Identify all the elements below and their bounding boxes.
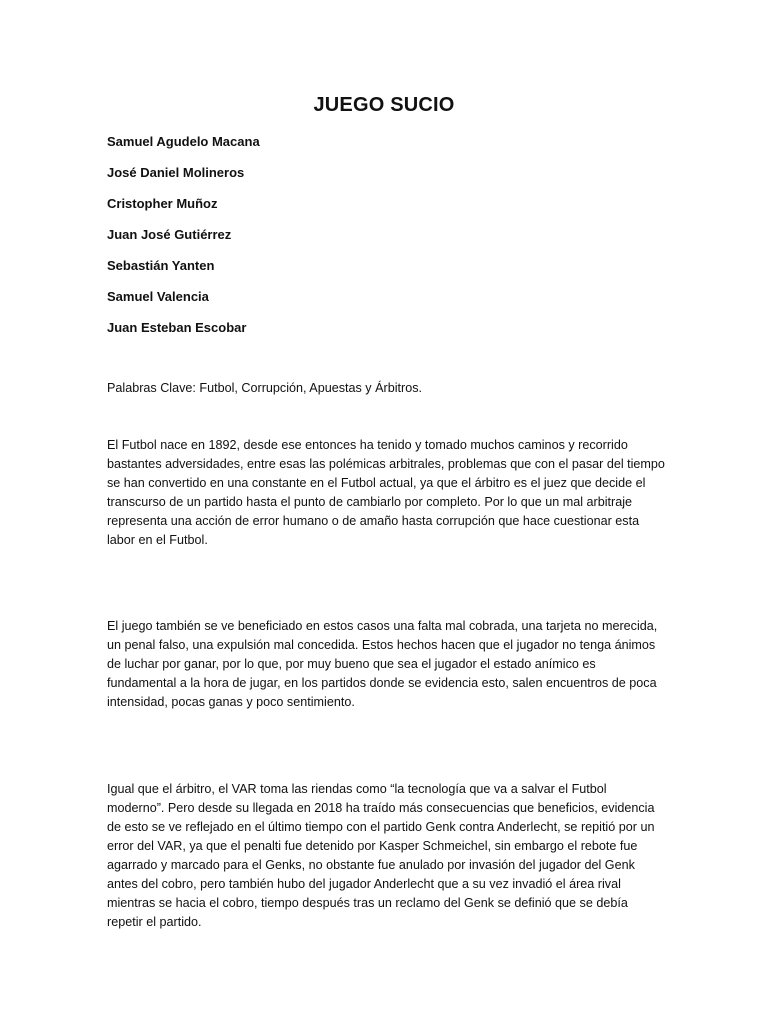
author-list xyxy=(107,132,260,349)
body-paragraph-3: Igual que el árbitro, el VAR toma las riendas como “la tecnología que va a salvar el Futbol moderno”. Pero desde su llegada en 2018 ha traído más consecuencias que beneficios, evidencia de esto se ve reflejado en el último tiempo con el partido Genk contra Anderlecht, se repitió por un error del VAR, ya que el penalti fue detenido por Kasper Schmeichel, sin embargo el rebote fue agarrado y marcado para el Genks, no obstante fue anulado por invasión del jugador del Genk antes del cobro, pero también hubo del jugador Anderlecht que a su vez invadió el área rival mientras se hacia el cobro, tiempo después tras un reclamo del Genk se definió que se debía repetir el partido. xyxy=(107,782,655,929)
author-name: Juan José Gutiérrez xyxy=(107,227,232,242)
author-name: Samuel Agudelo Macana xyxy=(107,134,260,149)
keywords-line: Palabras Clave: Futbol, Corrupción, Apuestas y Árbitros. xyxy=(107,381,422,395)
author-name: Samuel Valencia xyxy=(107,289,209,304)
document-title: JUEGO SUCIO xyxy=(313,94,455,116)
author-name: Juan Esteban Escobar xyxy=(107,320,247,335)
author-name: José Daniel Molineros xyxy=(107,165,245,180)
body-paragraph-1: El Futbol nace en 1892, desde ese entonces ha tenido y tomado muchos caminos y recorrido bastantes adversidades, entre esas las polémicas arbitrales, problemas que con el pasar del tiempo se han convertido en una constante en el Futbol actual, ya que el árbitro es el juez que decide el transcurso de un partido hasta el punto de cambiarlo por completo. Por lo que un mal arbitraje representa una acción de error humano o de amaño hasta corrupción que hace cuestionar esta labor en el Futbol. xyxy=(107,438,665,547)
body-paragraph-2: El juego también se ve beneficiado en estos casos una falta mal cobrada, una tarjeta no merecida, un penal falso, una expulsión mal concedida. Estos hechos hacen que el jugador no tenga ánimos de luchar por ganar, por lo que, por muy bueno que sea el jugador el estado anímico es fundamental a la hora de jugar, en los partidos donde se evidencia esto, salen encuentros de poca intensidad, pocas ganas y poco sentimiento. xyxy=(107,619,658,709)
author-name: Cristopher Muñoz xyxy=(107,196,218,211)
author-name: Sebastián Yanten xyxy=(107,258,215,273)
